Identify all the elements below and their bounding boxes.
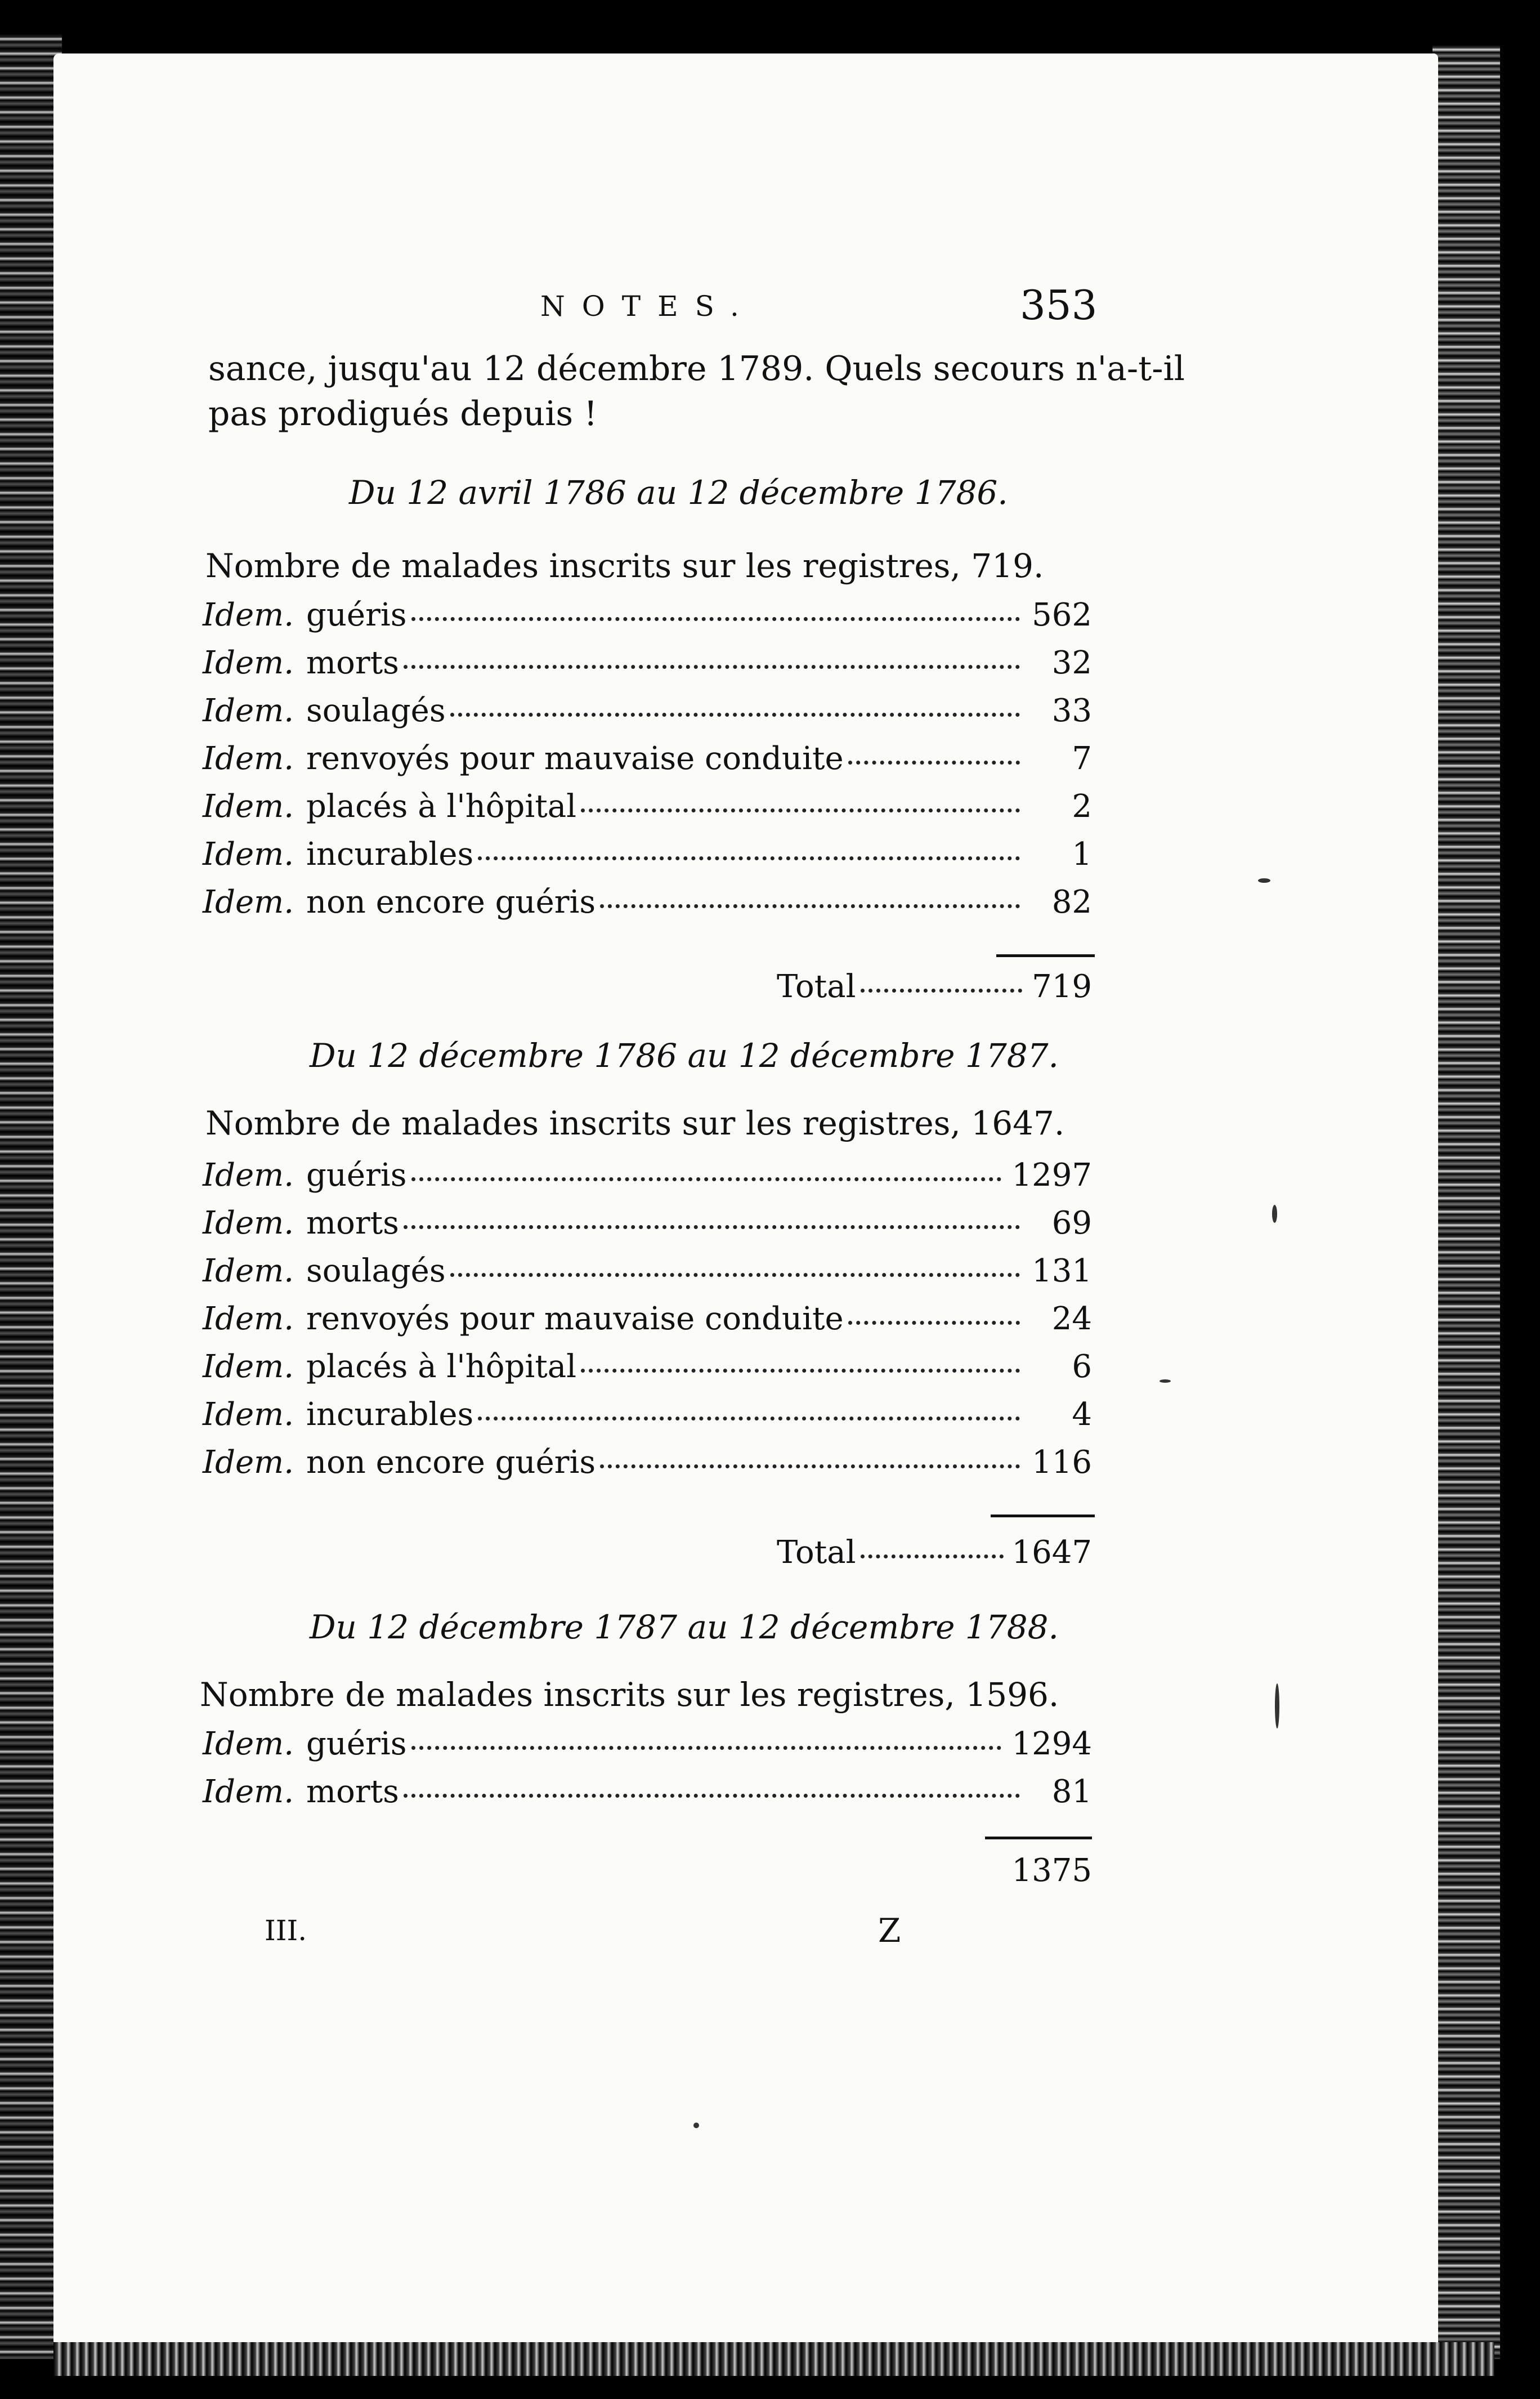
idem-label: Idem. xyxy=(203,1157,294,1194)
section-1-row xyxy=(203,884,1092,929)
total-value: 719 xyxy=(1032,968,1092,1005)
dot-leader xyxy=(411,1746,1002,1750)
section-2-title: Du 12 décembre 1786 au 12 décembre 1787. xyxy=(310,1037,1059,1075)
row-value: 1 xyxy=(1072,836,1092,873)
row-value: 24 xyxy=(1051,1301,1092,1337)
row-label: soulagés xyxy=(306,1253,446,1289)
section-1-row xyxy=(203,836,1092,881)
scan-bottom-edge xyxy=(53,2342,1494,2376)
dot-leader xyxy=(404,1794,1020,1798)
section-1-row xyxy=(203,788,1092,833)
total-value: 1647 xyxy=(1011,1534,1092,1571)
row-value: 32 xyxy=(1051,645,1092,681)
scan-right-edge xyxy=(1432,45,1500,2359)
row-label: renvoyés pour mauvaise conduite xyxy=(306,1301,844,1337)
section-3-title: Du 12 décembre 1787 au 12 décembre 1788. xyxy=(310,1608,1059,1646)
row-value: 131 xyxy=(1032,1253,1092,1289)
idem-label: Idem. xyxy=(203,836,294,873)
row-value: 69 xyxy=(1051,1205,1092,1241)
section-2-row xyxy=(203,1157,1092,1202)
dot-leader xyxy=(581,1369,1020,1373)
dot-leader xyxy=(450,713,1020,717)
dot-leader xyxy=(404,1225,1020,1229)
row-value: 116 xyxy=(1032,1444,1092,1481)
idem-label: Idem. xyxy=(203,1348,294,1385)
section-1-row xyxy=(203,597,1092,642)
row-label: incurables xyxy=(306,1396,474,1433)
dot-leader xyxy=(411,1177,1002,1181)
idem-label: Idem. xyxy=(203,1301,294,1337)
row-label: incurables xyxy=(306,836,474,873)
dot-leader xyxy=(600,1464,1020,1468)
row-label: morts xyxy=(306,1773,399,1810)
section-3-total-row xyxy=(1002,1852,1092,1889)
section-1-row xyxy=(203,693,1092,738)
dot-leader xyxy=(848,761,1020,765)
section-2-row xyxy=(203,1396,1092,1441)
dot-leader xyxy=(450,1273,1020,1277)
dot-leader xyxy=(861,1554,1004,1558)
scan-speck xyxy=(693,2123,699,2128)
section-2-row xyxy=(203,1348,1092,1393)
row-label: guéris xyxy=(306,1726,407,1762)
section-1-registered: Nombre de malades inscrits sur les registres, 719. xyxy=(205,547,1044,585)
intro-line-1: sance, jusqu'au 12 décembre 1789. Quels secours n'a-t-il xyxy=(208,349,1185,388)
dot-leader xyxy=(600,904,1020,908)
scan-left-edge xyxy=(0,34,62,2359)
section-1-total-row xyxy=(777,968,1092,1005)
row-label: morts xyxy=(306,1205,399,1241)
row-label: guéris xyxy=(306,597,407,633)
dot-leader xyxy=(861,989,1022,993)
row-value: 562 xyxy=(1032,597,1092,633)
row-value: 33 xyxy=(1051,693,1092,729)
idem-label: Idem. xyxy=(203,597,294,633)
row-label: non encore guéris xyxy=(306,884,596,921)
dot-leader xyxy=(848,1321,1020,1325)
volume-marker: III. xyxy=(265,1914,307,1947)
scan-speck xyxy=(1160,1379,1171,1383)
dot-leader xyxy=(478,1417,1020,1420)
section-1-row xyxy=(203,645,1092,690)
row-value: 82 xyxy=(1051,884,1092,921)
row-value: 81 xyxy=(1051,1773,1092,1810)
row-label: placés à l'hôpital xyxy=(306,1348,577,1385)
row-label: placés à l'hôpital xyxy=(306,788,577,825)
idem-label: Idem. xyxy=(203,740,294,777)
row-value: 1294 xyxy=(1011,1726,1092,1762)
row-label: guéris xyxy=(306,1157,407,1194)
total-label: Total xyxy=(777,968,856,1005)
dot-leader xyxy=(478,856,1020,860)
section-2-total-row xyxy=(777,1534,1092,1571)
idem-label: Idem. xyxy=(203,1726,294,1762)
total-rule xyxy=(991,1515,1095,1517)
section-2-row xyxy=(203,1444,1092,1489)
section-2-row xyxy=(203,1301,1092,1346)
idem-label: Idem. xyxy=(203,884,294,921)
idem-label: Idem. xyxy=(203,1444,294,1481)
scan-speck xyxy=(1258,878,1270,883)
row-label: soulagés xyxy=(306,693,446,729)
signature-mark: Z xyxy=(878,1911,901,1950)
total-value: 1375 xyxy=(1011,1852,1092,1889)
dot-leader xyxy=(411,617,1020,621)
row-label: morts xyxy=(306,645,399,681)
section-1-row xyxy=(203,740,1092,785)
row-value: 6 xyxy=(1072,1348,1092,1385)
idem-label: Idem. xyxy=(203,1253,294,1289)
dot-leader xyxy=(404,665,1020,669)
idem-label: Idem. xyxy=(203,645,294,681)
row-label: renvoyés pour mauvaise conduite xyxy=(306,740,844,777)
section-3-row xyxy=(203,1726,1092,1771)
scan-speck xyxy=(1275,1683,1279,1728)
total-rule xyxy=(985,1837,1092,1839)
intro-line-2: pas prodigués depuis ! xyxy=(208,394,598,434)
row-value: 4 xyxy=(1072,1396,1092,1433)
section-2-row xyxy=(203,1205,1092,1250)
total-rule xyxy=(996,954,1095,957)
section-2-registered: Nombre de malades inscrits sur les registres, 1647. xyxy=(205,1104,1065,1142)
idem-label: Idem. xyxy=(203,693,294,729)
section-2-row xyxy=(203,1253,1092,1298)
dot-leader xyxy=(581,808,1020,812)
section-3-registered: Nombre de malades inscrits sur les registres, 1596. xyxy=(200,1676,1059,1714)
row-value: 2 xyxy=(1072,788,1092,825)
row-value: 1297 xyxy=(1011,1157,1092,1194)
page-number: 353 xyxy=(1020,282,1098,329)
idem-label: Idem. xyxy=(203,1773,294,1810)
scan-speck xyxy=(1272,1205,1277,1223)
idem-label: Idem. xyxy=(203,1396,294,1433)
section-3-row xyxy=(203,1773,1092,1819)
idem-label: Idem. xyxy=(203,788,294,825)
running-head: NOTES. xyxy=(540,290,756,323)
row-value: 7 xyxy=(1072,740,1092,777)
idem-label: Idem. xyxy=(203,1205,294,1241)
row-label: non encore guéris xyxy=(306,1444,596,1481)
total-label: Total xyxy=(777,1534,856,1571)
section-1-title: Du 12 avril 1786 au 12 décembre 1786. xyxy=(349,473,1008,512)
